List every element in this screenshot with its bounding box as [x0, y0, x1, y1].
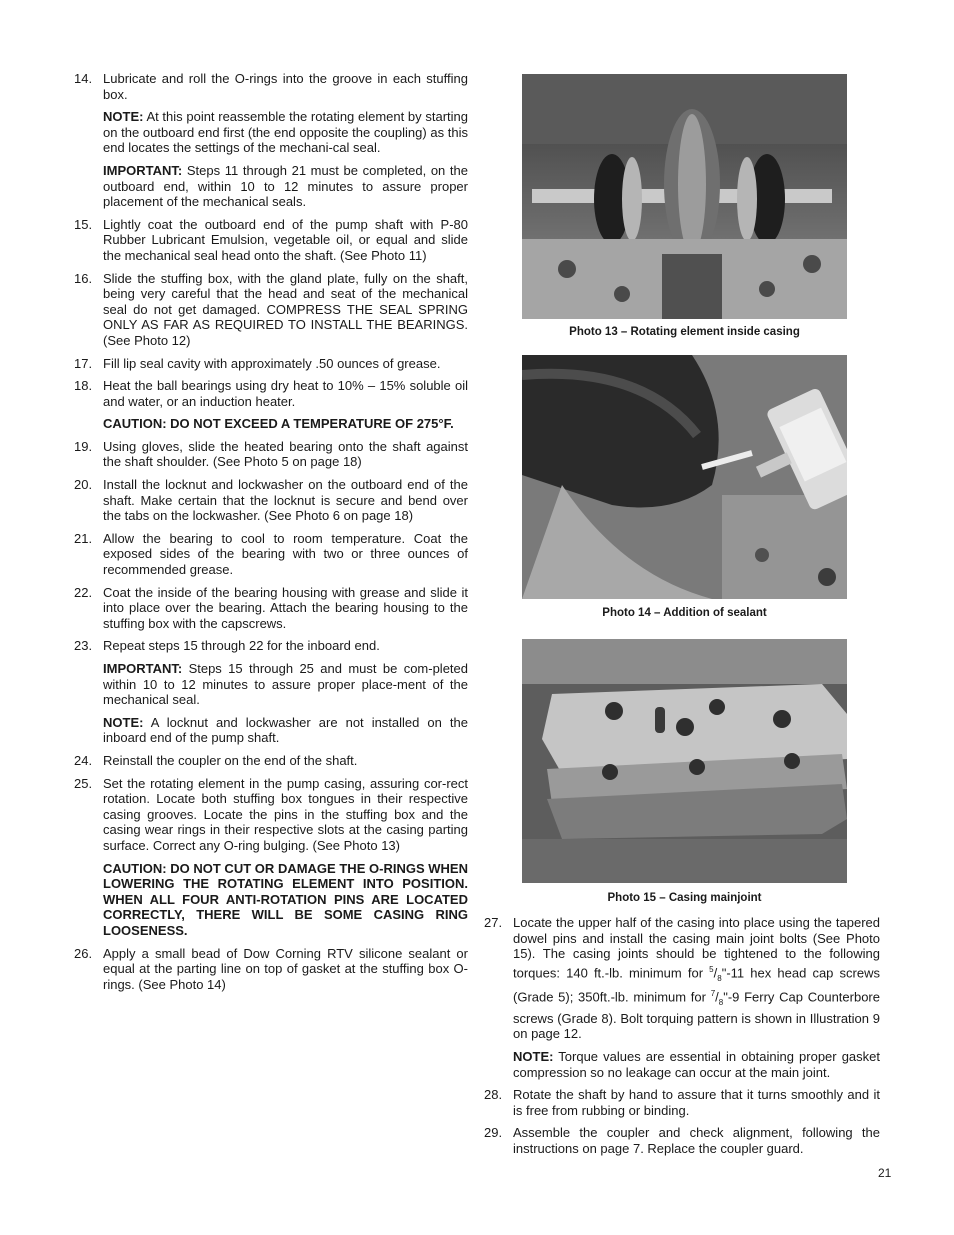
step-number: 22.: [74, 584, 93, 600]
step-19: [74, 439, 468, 470]
step-number: 26.: [74, 945, 93, 961]
step-text: Using gloves, slide the heated bearing onto the shaft against the shaft shoulder. (See Photo 5 on page 18): [103, 438, 468, 470]
step-26: [74, 946, 468, 993]
step-number: 17.: [74, 355, 93, 371]
step-text: Locate the upper half of the casing into place using the tapered dowel pins and install the casing main joint bolts (See Photo 15). The casing joints should be tightened to the following torques: 140 ft.-lb. minimum for $^5/_8"-11$ hex head cap screws (Grade 5); 350ft.-lb. minimum for $^7/_8"-9$ Ferry Cap Counterbore screws (Grade 8). Bolt torquing pattern is shown in Illustration 9 on page 12.: [513, 915, 880, 1042]
step-number: 28.: [484, 1087, 503, 1103]
important-text: Steps 11 through 21 must be completed, on the outboard end, within 10 to 12 minutes to assure proper placement of the mechanical seals.: [103, 162, 468, 210]
caution-temperature: CAUTION: DO NOT EXCEED A TEMPERATURE OF 275°F.: [103, 416, 454, 432]
step-27: [484, 915, 880, 1042]
step-number: 20.: [74, 477, 93, 493]
important-label: IMPORTANT:: [103, 661, 183, 676]
note-text: Torque values are essential in obtaining proper gasket compression so no leakage can occur at the main joint.: [513, 1049, 880, 1080]
step-21: [74, 531, 468, 578]
step-number: 27.: [484, 915, 503, 930]
step-23: [74, 638, 468, 654]
step-25: [74, 776, 468, 854]
step-16: [74, 271, 468, 349]
step-text: Install the locknut and lockwasher on the outboard end of the shaft. Make certain that the locknut is secure and bend over the tabs on the lockwasher. (See Photo 6 on page 18): [103, 477, 468, 524]
step-text: Slide the stuffing box, with the gland plate, fully on the shaft, being very careful that the head and seat of the mechanical seal do not get damaged. COMPRESS THE SEAL SPRING ONLY AS FAR AS REQUIRED TO INSTALL THE BEARINGS. (See Photo 12): [103, 270, 468, 348]
step-text: Set the rotating element in the pump casing, assuring cor-rect rotation. Locate both stuffing box tongues in their respective casing grooves. Locate the pins in the stuffing box and the casing wear rings in their respective slots at the casing parting surface. Correct any O-ring bulging. (See Photo 13): [103, 775, 468, 853]
step-15: [74, 217, 468, 264]
step-text: Apply a small bead of Dow Corning RTV silicone sealant or equal at the parting line on top of gasket at the stuffing box O-rings. (See Photo 14): [103, 945, 468, 992]
step-number: 18.: [74, 378, 93, 394]
step-number: 15.: [74, 216, 93, 232]
step-text: Lubricate and roll the O-rings into the groove in each stuffing box.: [103, 71, 468, 102]
note-text: A locknut and lockwasher are not installed on the inboard end of the pump shaft.: [103, 714, 468, 746]
step-text-part: Locate the upper half of the casing into place using the tapered dowel pins and install the casing main joint bolts (See Photo 15). The casing joints should be tightened to the following torques: 140 ft.-lb. minimum for: [513, 915, 880, 981]
step-18: [74, 378, 468, 409]
step-text: Assemble the coupler and check alignment, following the instructions on page 7. Replace the coupler guard.: [513, 1125, 880, 1156]
fraction-denominator: 8: [718, 998, 724, 1008]
note-label: NOTE:: [513, 1049, 554, 1064]
step-text: Fill lip seal cavity with approximately .50 ounces of grease.: [103, 355, 441, 371]
step-text: Allow the bearing to cool to room temperature. Coat the exposed sides of the bearing with two or three ounces of recommended grease.: [103, 530, 468, 578]
step-text: Repeat steps 15 through 22 for the inboard end.: [103, 638, 380, 654]
step-20: [74, 477, 468, 524]
step-number: 23.: [74, 638, 93, 654]
note-text: At this point reassemble the rotating element by starting on the outboard end first (the end opposite the coupling) as this end locates the settings of the mechani-cal seal.: [103, 109, 468, 156]
step-number: 24.: [74, 752, 93, 768]
step-number: 14.: [74, 71, 93, 86]
note-torque: [513, 1049, 880, 1080]
note-outboard: [103, 109, 468, 156]
important-steps-15-25: [103, 661, 468, 708]
step-text: Coat the inside of the bearing housing with grease and slide it into place over the bearing. Attach the bearing housing to the stuffing box with the capscrews.: [103, 584, 468, 631]
step-text-part: "-9 Ferry Cap Counterbore screws (Grade 8). Bolt torquing pattern is shown in Illustration 9 on page 12.: [513, 989, 880, 1042]
important-label: IMPORTANT:: [103, 162, 183, 178]
step-text-part: "-11 hex head cap screws (Grade 5); 350ft.-lb. minimum for: [513, 965, 880, 1005]
fraction-numerator: 5: [709, 964, 714, 974]
photo-15-caption: Photo 15 – Casing mainjoint: [607, 892, 762, 904]
photo-14-caption: Photo 14 – Addition of sealant: [602, 607, 767, 619]
step-24: [74, 753, 468, 769]
note-inboard: [103, 715, 468, 746]
important-text: Steps 15 through 25 and must be com-pleted within 10 to 12 minutes to assure proper place-ment of the mechanical seal.: [103, 661, 468, 708]
step-29: [484, 1125, 880, 1156]
step-number: 29.: [484, 1125, 503, 1141]
step-22: [74, 585, 468, 632]
important-steps-11-21: [103, 163, 468, 210]
photo-15-casing-mainjoint: [522, 639, 847, 883]
step-28: [484, 1087, 880, 1118]
step-text: Reinstall the coupler on the end of the shaft.: [103, 752, 358, 768]
right-column: [484, 915, 880, 1164]
step-number: 16.: [74, 270, 93, 286]
step-text: Lightly coat the outboard end of the pump shaft with P-80 Rubber Lubricant Emulsion, vegetable oil, or equal and slide the mechanical seal head onto the shaft. (See Photo 11): [103, 216, 468, 263]
fraction-numerator: 7: [710, 989, 716, 999]
step-number: 25.: [74, 775, 93, 791]
step-text: Rotate the shaft by hand to assure that it turns smoothly and it is free from rubbing or binding.: [513, 1087, 880, 1118]
page-number: 21: [878, 1166, 892, 1180]
caution-o-rings: CAUTION: DO NOT CUT OR DAMAGE THE O-RINGS WHEN LOWERING THE ROTATING ELEMENT INTO POSITION. WHEN ALL FOUR ANTI-ROTATION PINS ARE LOCATED CORRECTLY, THERE WILL BE SOME CASING RING LOOSENESS.: [103, 860, 468, 938]
step-text: Heat the ball bearings using dry heat to 10% – 15% soluble oil and water, or an induction heater.: [103, 378, 468, 409]
note-label: NOTE:: [103, 109, 144, 125]
step-14: [74, 71, 468, 102]
step-17: [74, 356, 468, 372]
step-number: 19.: [74, 438, 93, 454]
step-number: 21.: [74, 530, 93, 546]
photo-13-rotating-element: [522, 74, 847, 319]
left-column: [74, 71, 468, 999]
note-label: NOTE:: [103, 714, 144, 730]
fraction-denominator: 8: [717, 973, 722, 983]
photo-13-caption: Photo 13 – Rotating element inside casing: [569, 326, 800, 338]
photo-14-sealant: [522, 355, 847, 599]
